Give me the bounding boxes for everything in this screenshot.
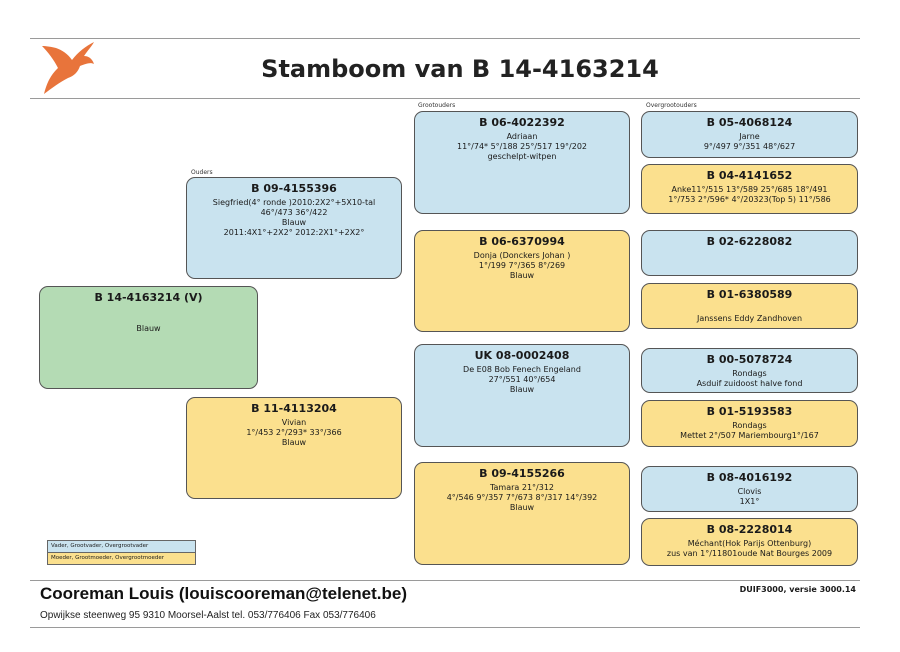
mother-card[interactable] (186, 397, 402, 499)
great-grandparent-card[interactable] (641, 466, 858, 512)
subject-ring: B 14-4163214 (V) (94, 291, 203, 304)
father-card[interactable] (186, 177, 402, 279)
grandparent-ff-line-2: geschelpt-witpen (487, 152, 557, 161)
grandparent-mf-card[interactable] (414, 344, 630, 447)
ggp-6-line-1: 1X1° (739, 497, 760, 506)
label-overgrootouders: Overgrootouders (646, 102, 697, 109)
mother-line-1: 1°/453 2°/293* 33°/366 (246, 428, 342, 437)
father-ring: B 09-4155396 (251, 182, 337, 195)
breeder-address: Opwijkse steenweg 95 9310 Moorsel-Aalst tel. 053/776406 Fax 053/776406 (40, 610, 376, 621)
ggp-1-line-0: Anke11°/515 13°/589 25°/685 18°/491 (671, 185, 828, 194)
mother-line-2: Blauw (281, 438, 307, 447)
grandparent-mf-ring: UK 08-0002408 (474, 349, 570, 362)
footer-rule-bottom (30, 627, 860, 628)
great-grandparent-card[interactable] (641, 230, 858, 276)
grandparent-mm-ring: B 09-4155266 (479, 467, 565, 480)
ggp-7-ring: B 08-2228014 (706, 523, 793, 536)
legend-female: Moeder, Grootmoeder, Overgrootmoeder (48, 553, 195, 564)
subject-line-0: Blauw (136, 324, 161, 333)
ggp-7-line-1: zus van 1°/11801oude Nat Bourges 2009 (666, 549, 833, 558)
title-rule (30, 98, 860, 99)
ggp-2-ring: B 02-6228082 (706, 235, 793, 248)
great-grandparent-card[interactable] (641, 111, 858, 158)
father-line-3: 2011:4X1°+2X2° 2012:2X1°+2X2° (223, 228, 365, 237)
ggp-0-ring: B 05-4068124 (706, 116, 793, 129)
grandparent-fm-line-2: Blauw (509, 271, 535, 280)
ggp-1-ring: B 04-4141652 (706, 169, 793, 182)
ggp-3-line-0 (642, 304, 857, 314)
great-grandparent-card[interactable] (641, 400, 858, 447)
grandparent-fm-ring: B 06-6370994 (479, 235, 565, 248)
grandparent-mf-line-1: 27°/551 40°/654 (488, 375, 556, 384)
mother-line-0: Vivian (281, 418, 307, 427)
grandparent-mm-line-2: Blauw (509, 503, 535, 512)
grandparent-fm-line-0: Donja (Donckers Johan ) (473, 251, 571, 260)
ggp-5-line-1: Mettet 2°/507 Mariembourg1°/167 (680, 431, 819, 440)
grandparent-ff-card[interactable] (414, 111, 630, 214)
grandparent-fm-card[interactable] (414, 230, 630, 332)
software-version: DUIF3000, versie 3000.14 (739, 585, 856, 594)
ggp-4-line-0: Rondags (732, 369, 767, 378)
legend-male: Vader, Grootvader, Overgrootvader (48, 541, 195, 553)
subject-card[interactable] (39, 286, 258, 389)
ggp-3-ring: B 01-6380589 (706, 288, 793, 301)
ggp-5-line-0: Rondags (732, 421, 767, 430)
label-ouders: Ouders (191, 169, 213, 176)
great-grandparent-card[interactable] (641, 348, 858, 393)
grandparent-ff-line-0: Adriaan (506, 132, 538, 141)
top-rule (30, 38, 860, 39)
great-grandparent-card[interactable] (641, 164, 858, 214)
grandparent-ff-line-1: 11°/74* 5°/188 25°/517 19°/202 (456, 142, 588, 151)
grandparent-mf-line-2: Blauw (509, 385, 535, 394)
ggp-4-line-1: Asduif zuidoost halve fond (696, 379, 803, 388)
dove-logo-icon (38, 38, 98, 98)
father-line-2: Blauw (281, 218, 307, 227)
father-line-1: 46°/473 36°/422 (260, 208, 328, 217)
great-grandparent-card[interactable] (641, 518, 858, 566)
grandparent-mm-card[interactable] (414, 462, 630, 565)
father-line-0: Siegfried(4° ronde )2010:2X2°+5X10-tal (212, 198, 376, 207)
ggp-0-line-0: Jarne (739, 132, 760, 141)
label-grootouders: Grootouders (418, 102, 456, 109)
ggp-5-ring: B 01-5193583 (706, 405, 793, 418)
breeder-name: Cooreman Louis (louiscooreman@telenet.be) (40, 584, 408, 603)
ggp-3-line-1: Janssens Eddy Zandhoven (696, 314, 803, 323)
grandparent-mm-line-1: 4°/546 9°/357 7°/673 8°/317 14°/392 (446, 493, 598, 502)
great-grandparent-card[interactable] (641, 283, 858, 329)
color-legend (47, 540, 196, 565)
ggp-6-line-0: Clovis (737, 487, 762, 496)
footer-rule-top (30, 580, 860, 581)
grandparent-mm-line-0: Tamara 21°/312 (489, 483, 555, 492)
grandparent-fm-line-1: 1°/199 7°/365 8°/269 (478, 261, 566, 270)
ggp-6-ring: B 08-4016192 (706, 471, 793, 484)
grandparent-mf-line-0: De E08 Bob Fenech Engeland (463, 365, 581, 374)
ggp-1-line-1: 1°/753 2°/596* 4°/20323(Top 5) 11°/586 (668, 195, 831, 204)
mother-ring: B 11-4113204 (251, 402, 337, 415)
ggp-7-line-0: Méchant(Hok Parijs Ottenburg) (687, 539, 812, 548)
ggp-0-line-1: 9°/497 9°/351 48°/627 (703, 142, 796, 151)
grandparent-ff-ring: B 06-4022392 (479, 116, 565, 129)
page-title: Stamboom van B 14-4163214 (261, 55, 659, 83)
ggp-4-ring: B 00-5078724 (706, 353, 793, 366)
